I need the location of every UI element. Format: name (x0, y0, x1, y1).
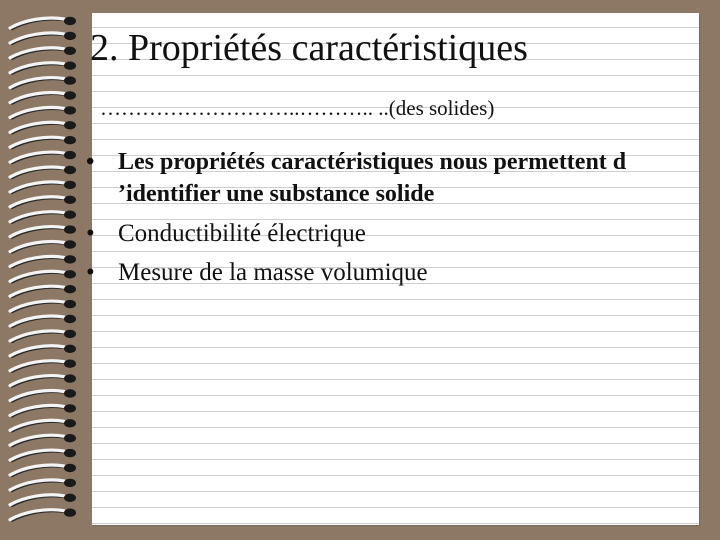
spiral-ring (10, 181, 76, 194)
spiral-ring (10, 389, 76, 402)
spiral-ring (10, 211, 76, 224)
spiral-ring (10, 240, 76, 253)
spiral-ring (10, 136, 76, 149)
spiral-ring (10, 374, 76, 387)
bullet-list (86, 146, 666, 296)
spiral-ring (10, 106, 76, 119)
spiral-ring (10, 270, 76, 283)
bullet-icon: • (86, 220, 95, 247)
spiral-ring (10, 464, 76, 477)
spiral-ring (10, 151, 76, 164)
bullet-text: Les propriétés caractéristiques nous permettent d ’identifier une substance solide (118, 149, 627, 207)
bullet-text: Conductibilité électrique (118, 220, 366, 247)
spiral-ring (10, 509, 76, 522)
slide-subtitle: ………………………..……….. ..(des solides) (100, 96, 495, 120)
spiral-ring (10, 166, 76, 179)
spiral-ring (10, 315, 76, 328)
spiral-ring (10, 479, 76, 492)
spiral-ring (10, 434, 76, 447)
spiral-ring (10, 404, 76, 417)
bullet-item (86, 146, 666, 210)
spiral-ring (10, 360, 76, 373)
spiral-ring (10, 494, 76, 507)
spiral-ring (10, 225, 76, 238)
spiral-ring (10, 419, 76, 432)
spiral-ring (10, 32, 76, 45)
bullet-item (86, 218, 666, 249)
spiral-ring (10, 62, 76, 75)
spiral-ring (10, 196, 76, 209)
spiral-binding-icon (6, 14, 96, 524)
bullet-icon: • (86, 259, 95, 286)
spiral-ring (10, 449, 76, 462)
spiral-ring (10, 255, 76, 268)
spiral-ring (10, 285, 76, 298)
spiral-ring (10, 17, 76, 30)
spiral-ring (10, 91, 76, 104)
spiral-ring (10, 300, 76, 313)
bullet-icon: • (86, 149, 95, 175)
bullet-item (86, 257, 666, 288)
slide-title: 2. Propriétés caractéristiques (90, 27, 528, 69)
spiral-ring (10, 121, 76, 134)
spiral-ring (10, 47, 76, 60)
bullet-text: Mesure de la masse volumique (118, 259, 428, 286)
spiral-ring (10, 345, 76, 358)
spiral-ring (10, 330, 76, 343)
spiral-ring (10, 76, 76, 89)
